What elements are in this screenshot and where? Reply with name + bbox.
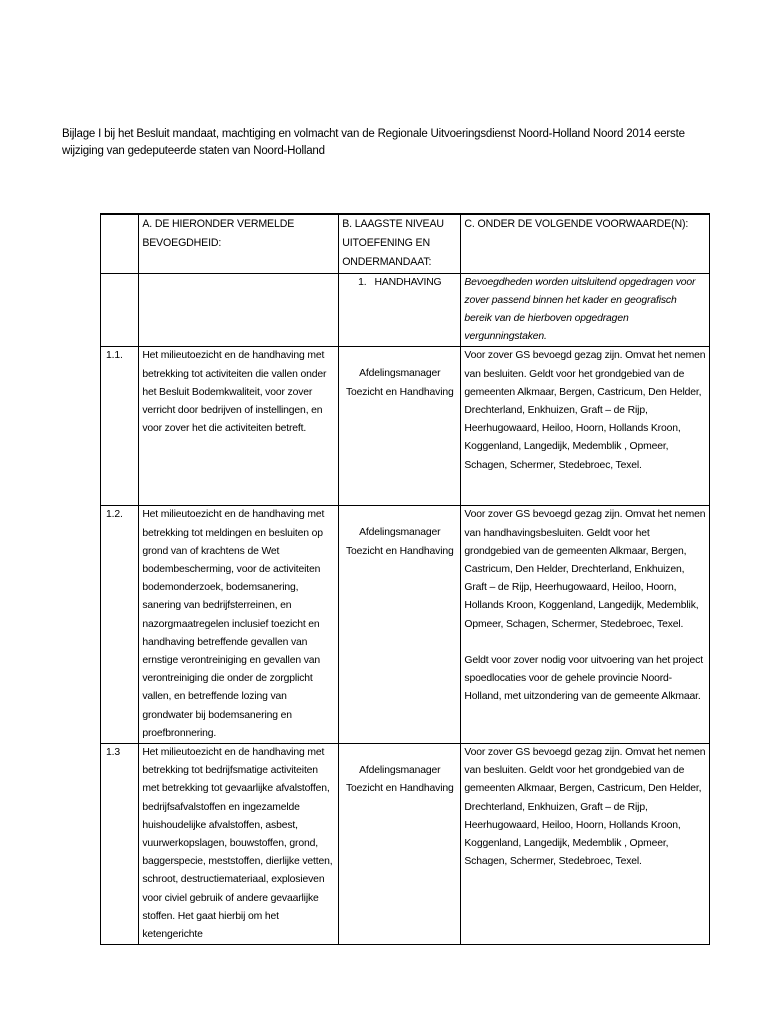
row-number-cell (101, 347, 139, 506)
header-b-cell (339, 214, 461, 273)
row-condition-cell (461, 506, 710, 744)
section-note: Bevoegdheden worden uitsluitend opgedragen voor zover passend binnen het kader en geografisch bereik van de hierboven opgedragen vergunningstaken. (464, 276, 696, 343)
section-heading (342, 274, 457, 292)
header-a-cell (139, 214, 339, 273)
row-condition-text: Voor zover GS bevoegd gezag zijn. Omvat het nemen van handhavingsbesluiten. Geldt voor het grondgebied van de gemeenten Alkmaar, Bergen, Castricum, Den Helder, Drechterland, Enkhuizen, Graft – de Rijp, Heerhugowaard, Heiloo, Hoorn, Hollands Kroon, Koggenland, Langedijk, Medemblik, Opmeer, Schagen, Schermer, Stedebroec, Texel. (464, 509, 706, 630)
table-row (101, 744, 710, 945)
section-note-cell (461, 273, 710, 347)
row-authority-cell (139, 506, 339, 744)
row-authority-text: Het milieutoezicht en de handhaving met betrekking tot activiteiten die vallen onder het Besluit Bodemkwaliteit, voor zover verricht door bedrijven of instellingen, en voor zover het die activiteiten betreft. (142, 350, 327, 435)
row-condition-extra-text: Geldt voor zover nodig voor uitvoering van het project spoedlocaties voor de gehele provincie Noord-Holland, met uitzondering van de gemeente Alkmaar. (464, 654, 703, 703)
row-level-cell (339, 347, 461, 506)
table-row (101, 506, 710, 744)
header-number-cell (101, 214, 139, 273)
row-level-text: Afdelingsmanager Toezicht en Handhaving (346, 368, 454, 398)
section-row (101, 273, 710, 347)
header-a-label: A. DE HIERONDER VERMELDE BEVOEGDHEID: (142, 218, 295, 250)
table-row (101, 347, 710, 506)
row-number: 1.3 (106, 747, 120, 759)
row-condition-text: Voor zover GS bevoegd gezag zijn. Omvat het nemen van besluiten. Geldt voor het grondgebied van de gemeenten Alkmaar, Bergen, Castricum, Den Helder, Drechterland, Enkhuizen, Graft – de Rijp, Heerhugowaard, Heiloo, Hoorn, Hollands Kroon, Koggenland, Langedijk, Medemblik , Opmeer, Schagen, Schermer, Stedebroec, Texel. (464, 747, 706, 868)
row-condition-cell (461, 744, 710, 945)
row-authority-text: Het milieutoezicht en de handhaving met betrekking tot bedrijfsmatige activiteiten met betrekking tot gevaarlijke afvalstoffen, bedrijfsafvalstoffen en ingezamelde huishoudelijke afvalstoffen, asbest, vuurwerkopslagen, bouwstoffen, grond, baggerspecie, meststoffen, dierlijke vetten, schroot, destructiemateriaal, explosieven voor civiel gebruik of andere gevaarlijke stoffen. Het gaat hierbij om het ketengerichte (142, 747, 333, 941)
row-number: 1.2. (106, 509, 123, 521)
section-number: 1. (358, 276, 367, 288)
row-level-text: Afdelingsmanager Toezicht en Handhaving (346, 765, 454, 795)
row-condition-cell (461, 347, 710, 506)
table-header-row (101, 214, 710, 273)
header-b-label: B. LAAGSTE NIVEAU UITOEFENING EN ONDERMANDAAT: (342, 218, 444, 269)
document-intro: Bijlage I bij het Besluit mandaat, machtiging en volmacht van de Regionale Uitvoeringsdienst Noord-Holland Noord 2014 eerste wijziging van gedeputeerde staten van Noord-Holland (62, 128, 685, 157)
section-a-cell (139, 273, 339, 347)
row-condition-text: Voor zover GS bevoegd gezag zijn. Omvat het nemen van besluiten. Geldt voor het grondgebied van de gemeenten Alkmaar, Bergen, Castricum, Den Helder, Drechterland, Enkhuizen, Graft – de Rijp, Heerhugowaard, Heiloo, Hoorn, Hollands Kroon, Koggenland, Langedijk, Medemblik , Opmeer, Schagen, Schermer, Stedebroec, Texel. (464, 350, 706, 471)
row-authority-cell (139, 744, 339, 945)
row-number-cell (101, 744, 139, 945)
row-level-cell (339, 506, 461, 744)
header-c-cell (461, 214, 710, 273)
row-level-text: Afdelingsmanager Toezicht en Handhaving (346, 527, 454, 557)
section-title: HANDHAVING (374, 276, 442, 288)
section-title-cell (339, 273, 461, 347)
row-number: 1.1. (106, 350, 123, 362)
paragraph-gap (464, 634, 706, 652)
mandate-table (100, 213, 710, 945)
header-c-label: C. ONDER DE VOLGENDE VOORWAARDE(N): (464, 218, 689, 230)
row-authority-text: Het milieutoezicht en de handhaving met betrekking tot meldingen en besluiten op grond van of krachtens de Wet bodembescherming, voor de activiteiten bodemonderzoek, bodemsanering, sanering van bedrijfsterreinen, en nazorgmaatregelen inclusief toezicht en handhaving betreffende gevallen van ernstige verontreiniging en gevallen van verontreiniging die onder de zorgplicht vallen, en betreffende lozing van grondwater bij bodemsanering en proefbronnering. (142, 509, 325, 739)
row-authority-cell (139, 347, 339, 506)
section-number-cell (101, 273, 139, 347)
row-number-cell (101, 506, 139, 744)
row-level-cell (339, 744, 461, 945)
